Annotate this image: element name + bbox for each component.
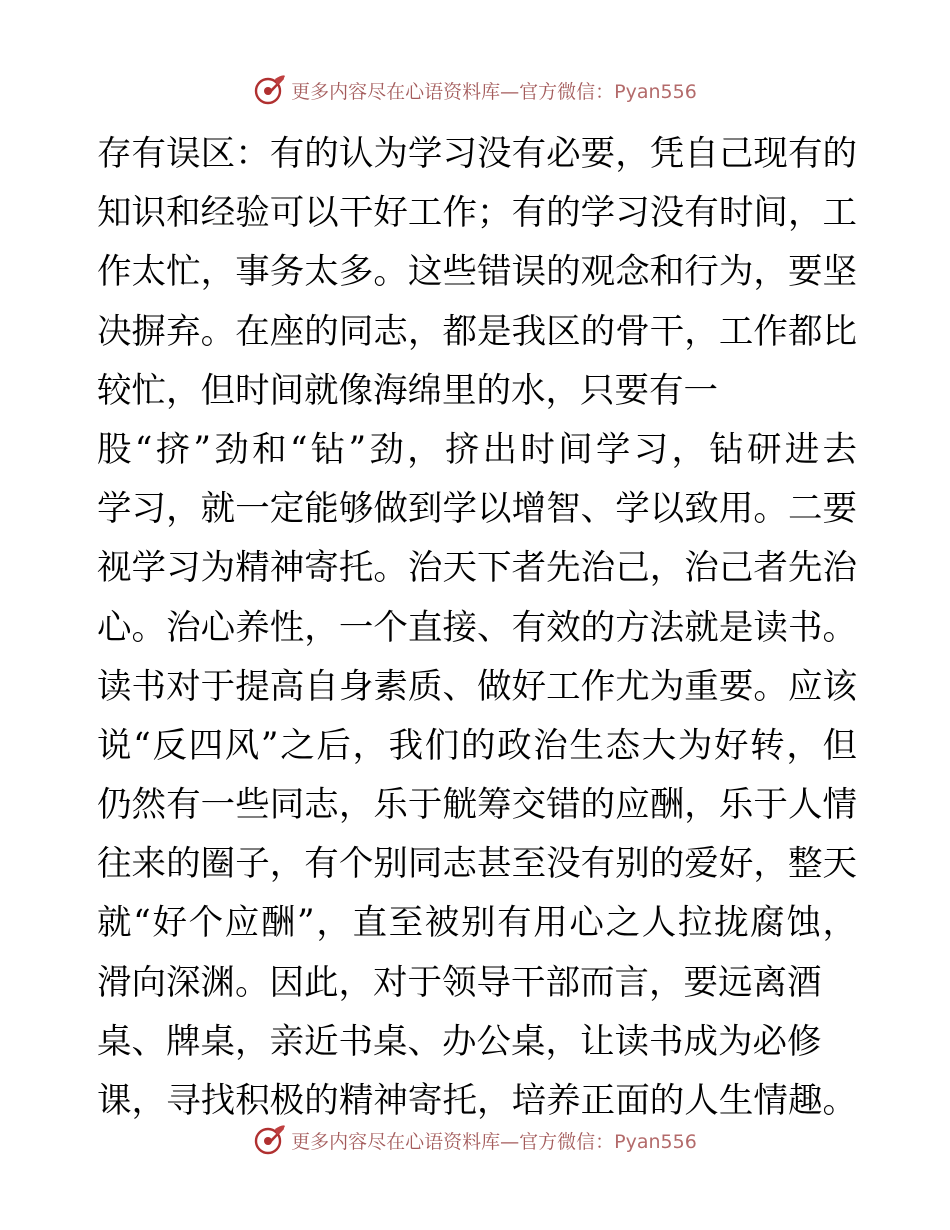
text-line: 学习，就一定能够做到学以增智、学以致用。二要 (97, 489, 857, 530)
watermark-wechat-id: Pyan556 (614, 80, 697, 103)
text-line: 知识和经验可以干好工作；有的学习没有时间，工 (97, 193, 857, 234)
document-body (97, 125, 857, 1131)
text-line: 决摒弃。在座的同志，都是我区的骨干，工作都比 (97, 311, 857, 352)
text-line: 心。治心养性，一个直接、有效的方法就是读书。 (97, 607, 857, 648)
watermark-wechat-id: Pyan556 (614, 1130, 697, 1153)
footer-watermark (0, 1120, 950, 1160)
text-line: 课，寻找积极的精神寄托，培养正面的人生情趣。 (97, 1081, 857, 1121)
text-line: 存有误区：有的认为学习没有必要，凭自己现有的 (97, 134, 857, 174)
text-line: 说“反四风”之后，我们的政治生态大为好转，但 (97, 725, 857, 766)
watermark-text-cn: 更多内容尽在心语资料库—官方微信： (291, 1130, 615, 1153)
watermark-text-cn: 更多内容尽在心语资料库—官方微信： (291, 80, 615, 103)
text-line: 读书对于提高自身素质、做好工作尤为重要。应该 (97, 666, 857, 707)
watermark-text (291, 1127, 697, 1154)
text-line: 滑向深渊。因此，对于领导干部而言，要远离酒 (97, 962, 822, 1003)
text-line: 股“挤”劲和“钻”劲，挤出时间学习，钻研进去 (97, 429, 857, 470)
text-line: 往来的圈子，有个别同志甚至没有别的爱好，整天 (97, 844, 857, 885)
text-line: 作太忙，事务太多。这些错误的观念和行为，要坚 (97, 252, 857, 293)
watermark-text (291, 77, 697, 104)
text-line: 仍然有一些同志，乐于觥筹交错的应酬，乐于人情 (97, 785, 857, 826)
quill-pen-logo-icon (253, 73, 287, 107)
text-line: 就“好个应酬”，直至被别有用心之人拉拢腐蚀， (97, 903, 857, 944)
text-line: 较忙，但时间就像海绵里的水，只要有一 (97, 370, 718, 411)
text-line: 桌、牌桌，亲近书桌、办公桌，让读书成为必修 (97, 1021, 822, 1062)
quill-pen-logo-icon (253, 1123, 287, 1157)
text-line: 视学习为精神寄托。治天下者先治己，治己者先治 (97, 548, 857, 589)
header-watermark (0, 70, 950, 110)
